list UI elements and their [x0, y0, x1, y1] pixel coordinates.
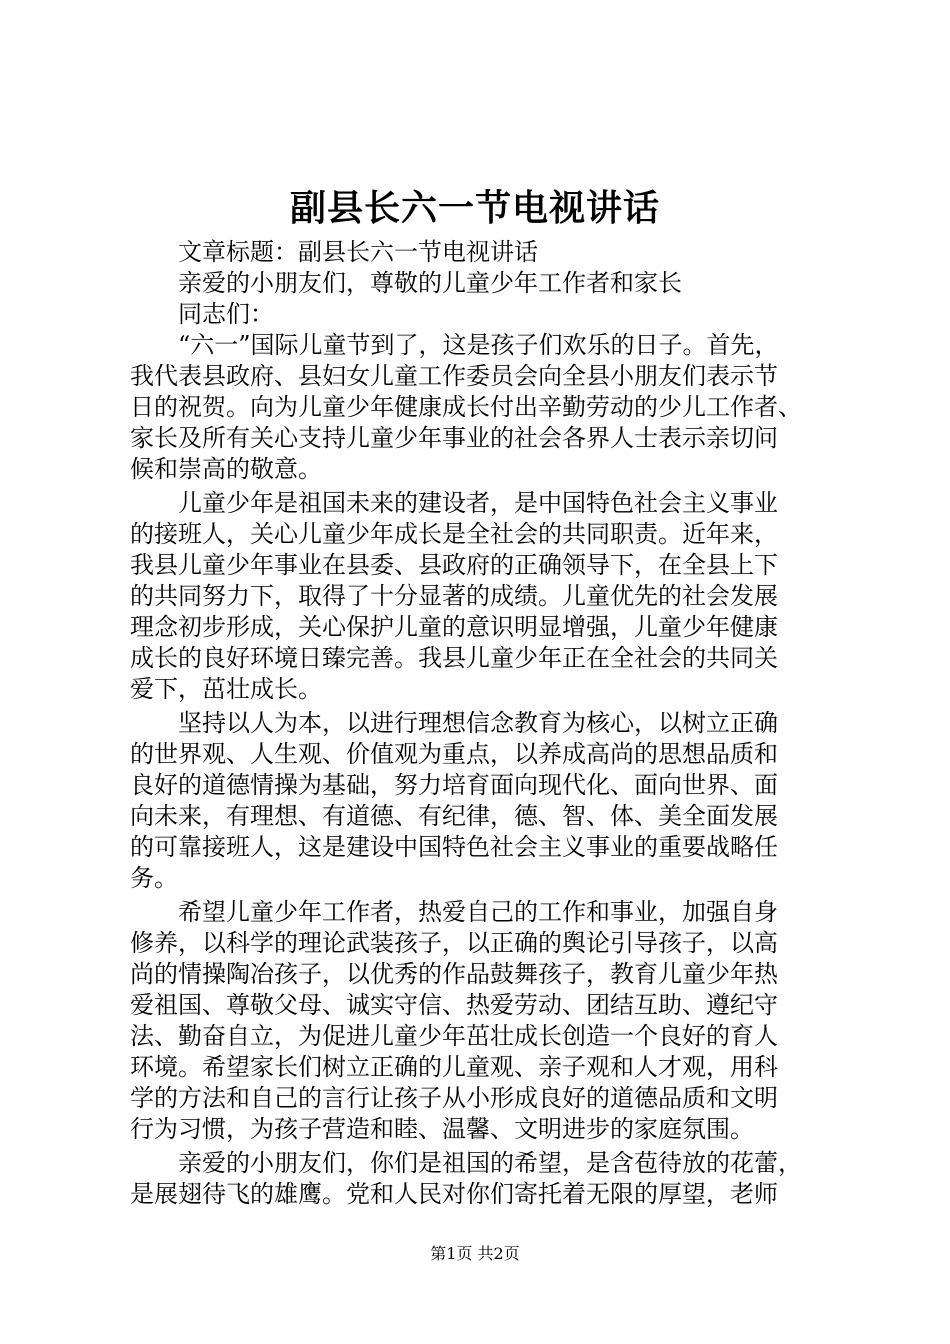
article-body — [130, 237, 830, 1210]
text-line: 坚持以人为本，以进行理想信念教育为核心，以树立正确 — [130, 709, 778, 737]
text-line: 我代表县政府、县妇女儿童工作委员会向全县小朋友们表示节 — [130, 362, 778, 390]
text-line: 家长及所有关心支持儿童少年事业的社会各界人士表示亲切问 — [130, 424, 778, 452]
text-line: 文章标题：副县长六一节电视讲话 — [130, 238, 538, 266]
text-line: 学的方法和自己的言行让孩子从小形成良好的道德品质和文明 — [130, 1084, 778, 1112]
text-line: 儿童少年是祖国未来的建设者，是中国特色社会主义事业 — [130, 489, 778, 517]
text-line: 我县儿童少年事业在县委、县政府的正确领导下，在全县上下 — [130, 551, 778, 579]
text-line: 日的祝贺。向为儿童少年健康成长付出辛勤劳动的少儿工作者、 — [130, 393, 802, 421]
text-line: 亲爱的小朋友们，尊敬的儿童少年工作者和家长 — [130, 269, 682, 297]
text-line: 行为习惯，为孩子营造和睦、温馨、文明进步的家庭氛围。 — [130, 1115, 754, 1143]
text-line: 同志们： — [130, 300, 274, 328]
text-line: 务。 — [130, 864, 178, 892]
text-line: 希望儿童少年工作者，热爱自己的工作和事业，加强自身 — [130, 898, 778, 926]
text-line: 向未来，有理想、有道德、有纪律，德、智、体、美全面发展 — [130, 802, 778, 830]
text-line: 的可靠接班人，这是建设中国特色社会主义事业的重要战略任 — [130, 833, 778, 861]
text-line: 修养，以科学的理论武装孩子，以正确的舆论引导孩子，以高 — [130, 929, 778, 957]
text-line: 尚的情操陶冶孩子，以优秀的作品鼓舞孩子，教育儿童少年热 — [130, 960, 778, 988]
text-line: “六一”国际儿童节到了，这是孩子们欢乐的日子。首先， — [130, 331, 779, 359]
text-line: 良好的道德情操为基础，努力培育面向现代化、面向世界、面 — [130, 771, 778, 799]
text-line: 爱下，茁壮成长。 — [130, 675, 322, 703]
page-number-footer: 第1页 共2页 — [430, 1244, 520, 1263]
text-line: 是展翅待飞的雄鹰。党和人民对你们寄托着无限的厚望，老师 — [130, 1180, 778, 1208]
text-line: 的接班人，关心儿童少年成长是全社会的共同职责。近年来， — [130, 520, 778, 548]
text-line: 环境。希望家长们树立正确的儿童观、亲子观和人才观，用科 — [130, 1053, 778, 1081]
text-line: 成长的良好环境日臻完善。我县儿童少年正在全社会的共同关 — [130, 644, 778, 672]
text-line: 亲爱的小朋友们，你们是祖国的希望，是含苞待放的花蕾， — [130, 1149, 802, 1177]
text-line: 的世界观、人生观、价值观为重点，以养成高尚的思想品质和 — [130, 740, 778, 768]
text-line: 法、勤奋自立，为促进儿童少年茁壮成长创造一个良好的育人 — [130, 1022, 778, 1050]
text-line: 理念初步形成，关心保护儿童的意识明显增强，儿童少年健康 — [130, 613, 778, 641]
text-line: 爱祖国、尊敬父母、诚实守信、热爱劳动、团结互助、遵纪守 — [130, 991, 778, 1019]
text-line: 的共同努力下，取得了十分显著的成绩。儿童优先的社会发展 — [130, 582, 778, 610]
page-title: 副县长六一节电视讲话 — [289, 187, 660, 229]
text-line: 候和崇高的敬意。 — [130, 455, 322, 483]
